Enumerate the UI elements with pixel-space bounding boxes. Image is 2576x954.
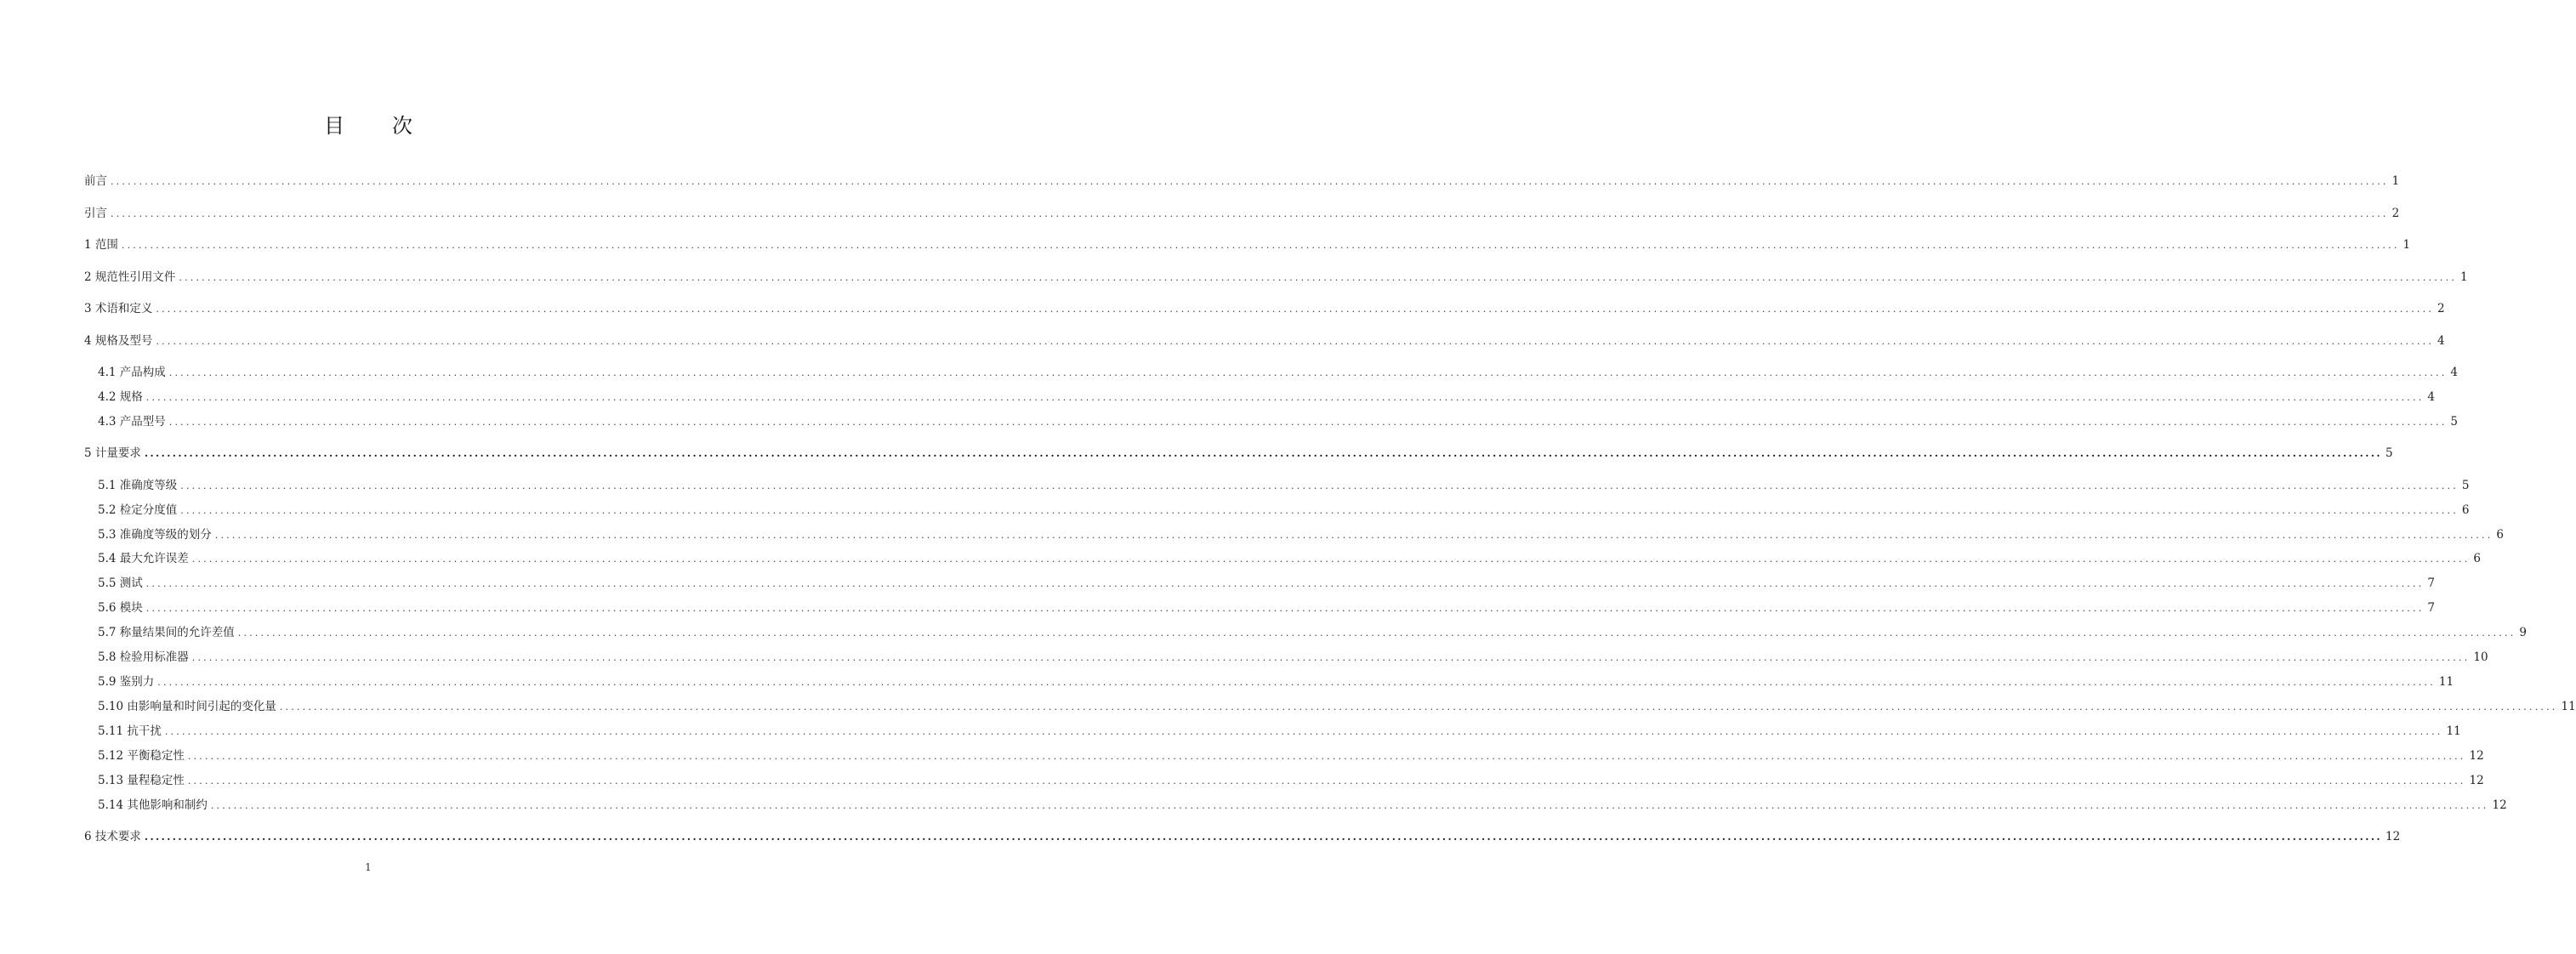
toc-entry[interactable] — [84, 300, 2445, 317]
toc-entry[interactable] — [98, 413, 2458, 430]
toc-entry[interactable] — [98, 797, 2507, 814]
toc-entry-page-number: 12 — [2492, 798, 2507, 812]
toc-entry-label: 5.3 准确度等级的划分 — [98, 528, 212, 542]
toc-entry[interactable] — [98, 698, 2576, 715]
toc-leader-dots: ................................................................................................................................................................................................................................................................................................................................................................................................................ — [180, 505, 2459, 516]
toc-entry-label: 5.9 鉴别力 — [98, 675, 155, 689]
toc-entry-page-number: 4 — [2427, 390, 2435, 404]
toc-leader-dots: ................................................................................................................................................................................................................................................................................................................................................................................................................ — [111, 208, 2389, 219]
toc-entry-page-number: 10 — [2473, 650, 2488, 664]
toc-entry-label: 5.13 量程稳定性 — [98, 774, 185, 787]
toc-entry-page-number: 12 — [2469, 774, 2484, 787]
toc-leader-dots: ................................................................................................................................................................................................................................................................................................................................................................................................................ — [168, 367, 2448, 378]
toc-entry-label: 2 规范性引用文件 — [84, 270, 176, 284]
toc-entry-label: 6 技术要求 — [84, 830, 141, 843]
toc-entry[interactable] — [84, 332, 2445, 349]
toc-leader-dots: ................................................................................................................................................................................................................................................................................................................................................................................................................ — [210, 800, 2489, 811]
toc-entry-label: 4.3 产品型号 — [98, 415, 166, 429]
toc-entry[interactable] — [84, 828, 2401, 845]
toc-leader-dots: ................................................................................................................................................................................................................................................................................................................................................................................................................ — [156, 336, 2435, 347]
toc-entry-label: 4.2 规格 — [98, 390, 143, 404]
toc-entry[interactable] — [98, 772, 2484, 789]
toc-entry-label: 5.12 平衡稳定性 — [98, 749, 185, 763]
toc-entry-label: 5.4 最大允许误差 — [98, 552, 189, 565]
toc-entry-page-number: 6 — [2496, 528, 2504, 542]
toc-entry-page-number: 4 — [2437, 334, 2445, 348]
toc-leader-dots: ................................................................................................................................................................................................................................................................................................................................................................................................................ — [191, 652, 2471, 663]
toc-entry-page-number: 1 — [2403, 238, 2411, 252]
toc-entry[interactable] — [98, 502, 2470, 519]
toc-entry-page-number: 11 — [2438, 675, 2454, 689]
page-number-footer: 1 — [365, 861, 372, 873]
toc-entry-page-number: 12 — [2385, 830, 2401, 843]
toc-entry-label: 5.14 其他影响和制约 — [98, 798, 208, 812]
toc-entry-page-number: 1 — [2460, 270, 2468, 284]
toc-leader-dots: ................................................................................................................................................................................................................................................................................................................................................................................................................ — [144, 447, 2382, 459]
toc-entry-page-number: 9 — [2519, 626, 2527, 639]
toc-leader-dots: ................................................................................................................................................................................................................................................................................................................................................................................................................ — [157, 677, 2436, 688]
toc-title-char-1: 目 — [324, 114, 344, 138]
toc-entry[interactable] — [98, 624, 2527, 641]
toc-entry-page-number: 2 — [2391, 207, 2400, 220]
toc-leader-dots: ................................................................................................................................................................................................................................................................................................................................................................................................................ — [145, 578, 2425, 589]
toc-entry-label: 4 规格及型号 — [84, 334, 153, 348]
toc-entry-page-number: 2 — [2437, 302, 2445, 315]
toc-entry[interactable] — [98, 723, 2461, 740]
toc-entry-label: 引言 — [84, 207, 107, 220]
toc-entry-page-number: 5 — [2385, 446, 2393, 460]
toc-entry-page-number: 7 — [2427, 601, 2435, 615]
toc-entry-page-number: 5 — [2461, 479, 2470, 492]
toc-entry-page-number: 11 — [2561, 700, 2576, 713]
toc-entry-page-number: 12 — [2469, 749, 2484, 763]
toc-entry-page-number: 6 — [2461, 503, 2470, 517]
toc-entry[interactable] — [98, 477, 2470, 494]
toc-entry[interactable] — [98, 599, 2435, 616]
toc-entry-page-number: 11 — [2446, 724, 2461, 738]
toc-title-char-2: 次 — [392, 114, 412, 138]
toc-leader-dots: ................................................................................................................................................................................................................................................................................................................................................................................................................ — [121, 240, 2400, 251]
toc-entry[interactable] — [98, 747, 2484, 764]
toc-entry-label: 5 计量要求 — [84, 446, 141, 460]
toc-entry-label: 4.1 产品构成 — [98, 366, 166, 379]
toc-leader-dots: ................................................................................................................................................................................................................................................................................................................................................................................................................ — [144, 831, 2382, 843]
toc-entry[interactable] — [84, 269, 2468, 286]
toc-leader-dots: ................................................................................................................................................................................................................................................................................................................................................................................................................ — [111, 176, 2389, 187]
toc-leader-dots: ................................................................................................................................................................................................................................................................................................................................................................................................................ — [180, 480, 2459, 491]
toc-entry-label: 1 范围 — [84, 238, 118, 252]
toc-leader-dots: ................................................................................................................................................................................................................................................................................................................................................................................................................ — [145, 392, 2425, 403]
toc-entry-label: 5.11 抗干扰 — [98, 724, 162, 738]
toc-title — [0, 109, 736, 139]
toc-entry-page-number: 7 — [2427, 576, 2435, 590]
toc-entry[interactable] — [98, 526, 2504, 543]
toc-leader-dots: ................................................................................................................................................................................................................................................................................................................................................................................................................ — [179, 272, 2458, 283]
toc-entry-label: 5.7 称量结果间的允许差值 — [98, 626, 235, 639]
toc-leader-dots: ................................................................................................................................................................................................................................................................................................................................................................................................................ — [145, 603, 2425, 614]
toc-entry[interactable] — [98, 364, 2458, 381]
toc-leader-dots: ................................................................................................................................................................................................................................................................................................................................................................................................................ — [156, 304, 2435, 315]
toc-entry[interactable] — [98, 389, 2435, 406]
toc-entry-page-number: 6 — [2473, 552, 2481, 565]
toc-leader-dots: ................................................................................................................................................................................................................................................................................................................................................................................................................ — [237, 627, 2516, 639]
toc-leader-dots: ................................................................................................................................................................................................................................................................................................................................................................................................................ — [187, 751, 2466, 762]
toc-entry-label: 5.1 准确度等级 — [98, 479, 178, 492]
toc-leader-dots: ................................................................................................................................................................................................................................................................................................................................................................................................................ — [279, 701, 2558, 713]
toc-entry[interactable] — [98, 575, 2435, 592]
toc-entry[interactable] — [84, 236, 2411, 253]
toc-leader-dots: ................................................................................................................................................................................................................................................................................................................................................................................................................ — [214, 530, 2494, 541]
toc-entry-label: 前言 — [84, 174, 107, 188]
toc-leader-dots: ................................................................................................................................................................................................................................................................................................................................................................................................................ — [191, 554, 2471, 565]
toc-entry-label: 5.2 检定分度值 — [98, 503, 178, 517]
toc-leader-dots: ................................................................................................................................................................................................................................................................................................................................................................................................................ — [168, 417, 2448, 428]
toc-entry[interactable] — [98, 550, 2481, 567]
toc-entry-label: 5.8 检验用标准器 — [98, 650, 189, 664]
toc-entry[interactable] — [84, 445, 2393, 462]
toc-entry[interactable] — [98, 673, 2454, 690]
toc-entry-page-number: 5 — [2450, 415, 2458, 429]
toc-entry-page-number: 1 — [2391, 174, 2400, 188]
toc-entry-page-number: 4 — [2450, 366, 2458, 379]
toc-entry-label: 5.10 由影响量和时间引起的变化量 — [98, 700, 276, 713]
toc-entry-label: 3 术语和定义 — [84, 302, 153, 315]
toc-leader-dots: ................................................................................................................................................................................................................................................................................................................................................................................................................ — [164, 726, 2443, 737]
toc-entry[interactable] — [98, 649, 2488, 666]
toc-entry[interactable] — [84, 205, 2400, 222]
toc-entry[interactable] — [84, 173, 2400, 190]
toc-leader-dots: ................................................................................................................................................................................................................................................................................................................................................................................................................ — [187, 775, 2466, 786]
toc-entry-label: 5.5 测试 — [98, 576, 143, 590]
toc-entry-label: 5.6 模块 — [98, 601, 143, 615]
